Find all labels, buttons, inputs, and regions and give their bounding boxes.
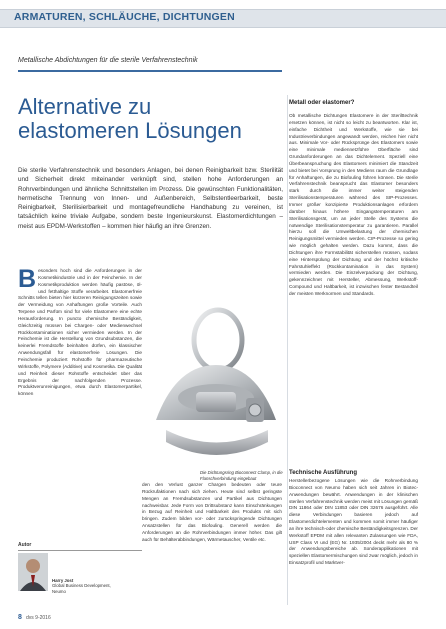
kicker-rule [18,70,282,72]
author-rule [18,550,142,551]
author-info [52,578,111,594]
section-label: ARMATUREN, SCHLÄUCHE, DICHTUNGEN [14,11,235,23]
page-number: 8 [18,614,22,621]
column-divider [287,95,288,605]
kicker: Metallische Abdichtungen für die sterile Verfahrenstechnik [18,57,198,64]
title-line-2: elastomeren Lösungen [18,118,242,143]
issue-info: dvs 9-2016 [26,615,51,621]
photo-caption: Die Dichtungsring Bioconnect Clamp, in die Flanschverbindung eingebaut [200,470,283,481]
intro-paragraph: Die sterile Verfahrenstechnik und besonders Anlagen, bei denen Reinigbarkeit bzw. Sterilität und Sicherheit direkt miteinander verknüpft sind, stellen hohe Anforderungen an Rohrverbindungen und ähnliche Schnittstellen im Prozess. Die gewünschten Funktionalitäten, hermetische Trennung von Innen- und Außenbereich, Selbstentleerbarkeit, beste Reinigbarkeit, Sterilisierbarkeit und montagefreundliche Handhabung zu vereinen, ist tatsächlich keine triviale Aufgabe, sondern beste Ingenieurskunst. Elastomerdichtungen – meist aus EPDM-Werkstoffen – kommen hier häufig an ihre Grenzen. [18,167,283,230]
body-column-2: den den Verlust ganzer Chargen bedeuten oder teure Rückrufaktionen nach sich ziehen. Heute sind selbst geringste Mengen an Fremdsubstanzen und Partikel aus Dichtungen nachweisbar. Jede Form von Drittsubstanz kann Einschränkungen in Bezug auf Reinheit und Haltbarkeit des Produkts mit sich bringen. Zudem bilden vor- oder zurückspringende Dichtungen Ansatzstellen für das Biofouling. Generell werden die Anforderungen an die Rohrverbindungen immer höher. Das gilt auch für Behälterabbindungen, Wärmetauscher, Ventile etc. [142,482,282,542]
product-photo [146,270,286,470]
col1-text: esonders hoch sind die Anforderungen in der Kosmetikindustrie und in der Feinchemie. In der Kosmetikproduktion werden häufig pastöse, öl- und fetthaltige Stoffe verarbeitet. Elastomerfreie Schnitts tellen bieten hier kürzeren Reinigungszeiten sowie der Vermeidung von Anhaftungen große Vorteile. Auch Terpene und Parfüm sind für viele Elastomere eine echte Herausforderung. In puncto chemische Beständigkeit, Gleichzeitig müssen bei Chargen- oder Medienwechsel Rückkontaminationen sicher vermieden werden. In der Feinchemie ist die Herstellung von Grundsubstanzen, die keinerlei Fremdstoffe beinhalten dürfen, ein klassischer Anwendungsfall für elastomerfreie Lösungen. Die Feinchemie produziert Rohstoffe für pharmazeutische Wirkstoffe, Polymere (Additive) und Kosmetika. Die Qualität und Reinheit dieser Rohstoffe entscheidet über das Ergebnis der nachfolgenden Prozesse. Produktverunreinigungen, etwa durch Elastomerpartikel, können [18,268,142,397]
author-photo [18,553,48,591]
body-column-3b: Herstellerbezogene Lösungen wie die Rohrverbindung Bioconnect von Neumo haben sich seit Jahren in Biotec-Anwendungen bewährt. Anwendungen in der klinischen sterilen Verfahrenstechnik werden meist mit Lösungen gemäß DIN 11864 oder DIN 11853 oder DIN 32676 ausgeführt. Alle diese Verbindungen basieren jedoch auf Elastomerdichtelementen und kommen somit immer häufiger an ihre technisch-oder chemische Beständigkeitsgrenzen. Der Werkstoff EPDM mit allen relevanten Zulassungen wie FDA, USP Class VI und (EG) Nr. 1935/2004 deckt mehr als 80 % der Anwendungsbereiche ab. Sonderapplikationen mit speziellen Elastomermischungen sind zwar möglich, jedoch in Einsatzprofil und Marktver- [289,478,418,566]
author-company: Neumo [52,588,66,594]
author-name: Harry Jost [52,578,74,583]
author-role: Global Business Development, [52,583,111,589]
article-title [18,95,283,143]
dropcap: B [18,265,37,293]
author-label: Autor [18,542,32,548]
body-column-1 [18,265,142,398]
heading-metall-oder-elastomer: Metall oder elastomer? [289,100,355,106]
body-column-3: Ob metallische Dichtungen Elastomere in der Sterilttechnik ersetzen können, ist nicht so leicht zu beantworten. Klar ist, einfache Dichtheit und Werkstoffe, wie sie bei Industrieverbindungen angewandt werden, reichen hier nicht aus. Minimale Vor- oder Rücksprünge des Elastomers sowie eine minimale mediennetzführe Oberfläche sind Grundanforderungen an das Dichtelement. Speziell eine Überbeanspruchung des Elastomers minimiert die Standzeit und bietet bei Vorsprung in den Mediens raum die Grundlage für Anhaftungen, die zu Biofouling führen können. Die sterile Verfahrenstechnik beansprucht das Elastomer besonders stark durch die immer weiter steigenden Sterilisationstemperaturen während des SIP-Prozesses. Immer größer konzipierte Produktionsanlagen erfordern darüber hinaus höhere Eingangstemperaturen am Sterilisationsgerät, um an jeder Stelle des Systems die notwendige Sterilisationstemperatur zu garantieren. Parallel hierzu soll die Umweltbelastung der chemischen Reinigungsmittel vermieden werden. CIP-Prozesse so gering wie möglich gehalten werden. Dazu kommt, dass die Dichtungen ihre Formstabilität sicherstellen müssen, sodass eine Hinterspülung der Dichtung und der höchst kritische Fahrstuhleffekt (Rückkontamination in das System) vermieden werden. Die Einzelverpackung der Dichtung, gekennzeichnet mit Hersteller, Abmessung, Werkstoff-Compound und Haltbarkeit, ist inzwischen fester Bestandteil der meisten Werknormen und Standards. [289,113,418,296]
heading-technische-ausfuehrung: Technische Ausführung [289,470,358,476]
title-line-1: Alternative zu [18,94,152,119]
